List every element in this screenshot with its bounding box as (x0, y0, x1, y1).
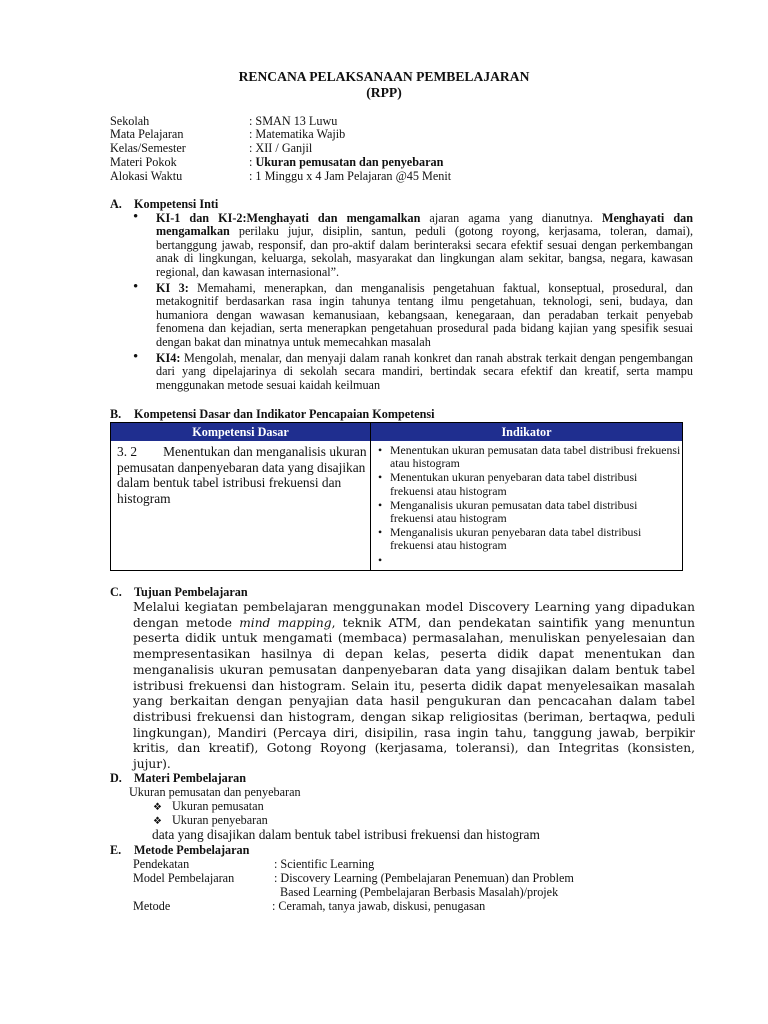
document-subtitle: (RPP) (366, 85, 402, 100)
list-item: ❖ Ukuran pemusatan (153, 800, 264, 814)
document-title: RENCANA PELAKSANAAN PEMBELAJARAN (238, 69, 530, 84)
list-item: • KI 3: Memahami, menerapkan, dan menganalisis pengetahuan faktual, konseptual, prosedural, dan metakognitif berdasarkan rasa ingin tahunya tentang ilmu pengetahuan, teknologi, seni, budaya, dan humaniora dengan wawasan kemanusiaan, kebangsaan, kenegaraan, dan peradaban terkait penyebab fenomena dan kejadian, serta menerapkan pengetahuan prosedural pada bidang kajian yang spesifik sesuai dengan bakat dan minatnya untuk memecahkan masalah (131, 282, 693, 349)
method-label: Metode (133, 899, 171, 913)
table-header-cell: Indikator (371, 423, 682, 441)
list-item: • KI-1 dan KI-2:Menghayati dan mengamalkan ajaran agama yang dianutnya. Menghayati dan mengamalkan perilaku jujur, disiplin, santun, peduli (gotong royong, kerjasama, toleran, damai), bertanggung jawab, responsif, dan pro-aktif dalam berinteraksi secara efektif sesuai dengan perkembangan anak di lingkungan, keluarga, sekolah, masyarakat dan lingkungan alam sekitar, bangsa, negara, kawasan regional, dan kawasan internasional”. (131, 212, 693, 279)
list-item (376, 554, 681, 567)
indicator-list (376, 444, 681, 568)
method-value-continued: Based Learning (Pembelajaran Berbasis Masalah)/projek (280, 885, 559, 899)
learning-objective-paragraph: Melalui kegiatan pembelajaran menggunakan model Discovery Learning yang dipadukan dengan metode mind mapping, teknik ATM, dan pendekatan saintifik yang menuntun peserta didik untuk mengamati (membaca) permasalahan, menuliskan penyelesaian dan mempresentasikan hasilnya di depan kelas, peserta didik dapat menentukan dan menganalisis ukuran pemusatan danpenyebaran data yang disajikan dalam bentuk tabel istribusi frekuensi dan histogram. Selain itu, peserta didik dapat menyelesaikan masalah yang berkaitan dengan penyajian data hasil pengukuran dan pencacahan dalam tabel distribusi frekuensi dan histogram, dengan sikap religiositas (beriman, bertaqwa, peduli lingkungan), Mandiri (Percaya diri, disipilin, rasa ingin tahu, tanggung jawab, berpikir kritis, dan kreatif), Gotong Royong (kerjasama, toleransi), dan Integritas (konsisten, jujur). (133, 600, 695, 772)
list-item: • Menentukan ukuran pemusatan data tabel distribusi frekuensi atau histogram (376, 444, 681, 470)
section-heading-c: C. Tujuan Pembelajaran (110, 585, 248, 599)
identity-value: : XII / Ganjil (249, 141, 313, 155)
identity-label: Materi Pokok (110, 155, 177, 169)
identity-label: Kelas/Semester (110, 141, 186, 155)
list-item: • Menentukan ukuran penyebaran data tabel distribusi frekuensi atau histogram (376, 471, 681, 497)
kompetensi-inti-list (131, 212, 693, 395)
section-heading-a: A. Kompetensi Inti (110, 197, 219, 211)
identity-value: : Matematika Wajib (249, 127, 346, 141)
material-note: data yang disajikan dalam bentuk tabel istribusi frekuensi dan histogram (152, 827, 540, 842)
list-item: ❖ Ukuran penyebaran (153, 814, 268, 828)
method-label: Pendekatan (133, 857, 190, 871)
section-heading-d: D. Materi Pembelajaran (110, 771, 247, 785)
method-value: : Ceramah, tanya jawab, diskusi, penugasan (272, 899, 486, 913)
list-item: • Menganalisis ukuran penyebaran data tabel distribusi frekuensi atau histogram (376, 526, 681, 552)
identity-value: : SMAN 13 Luwu (249, 114, 338, 128)
section-heading-e: E. Metode Pembelajaran (110, 843, 250, 857)
identity-label: Sekolah (110, 114, 150, 128)
kompetensi-dasar-cell: 3. 2 Menentukan dan menganalisis ukuran pemusatan danpenyebaran data yang disajikan dalam bentuk tabel istribusi frekuensi dan histogram (117, 444, 367, 506)
material-subheading: Ukuran pemusatan dan penyebaran (129, 785, 301, 799)
identity-label: Alokasi Waktu (110, 169, 183, 183)
section-heading-b: B. Kompetensi Dasar dan Indikator Pencapaian Kompetensi (110, 407, 435, 421)
competency-table (110, 422, 683, 571)
identity-value: : 1 Minggu x 4 Jam Pelajaran @45 Menit (249, 169, 452, 183)
table-divider (370, 423, 371, 570)
list-item: • Menganalisis ukuran pemusatan data tabel distribusi frekuensi atau histogram (376, 499, 681, 525)
method-label: Model Pembelajaran (133, 871, 235, 885)
identity-label: Mata Pelajaran (110, 127, 184, 141)
table-header-cell: Kompetensi Dasar (111, 423, 370, 441)
method-value: : Scientific Learning (274, 857, 375, 871)
method-value: : Discovery Learning (Pembelajaran Penemuan) dan Problem (274, 871, 574, 885)
list-item: • KI4: Mengolah, menalar, dan menyaji dalam ranah konkret dan ranah abstrak terkait dengan pengembangan dari yang dipelajarinya di sekolah secara mandiri, bertindak secara efektif dan kreatif, serta mampu menggunakan metode sesuai kaidah keilmuan (131, 352, 693, 392)
identity-value: : Ukuran pemusatan dan penyebaran (249, 155, 444, 169)
